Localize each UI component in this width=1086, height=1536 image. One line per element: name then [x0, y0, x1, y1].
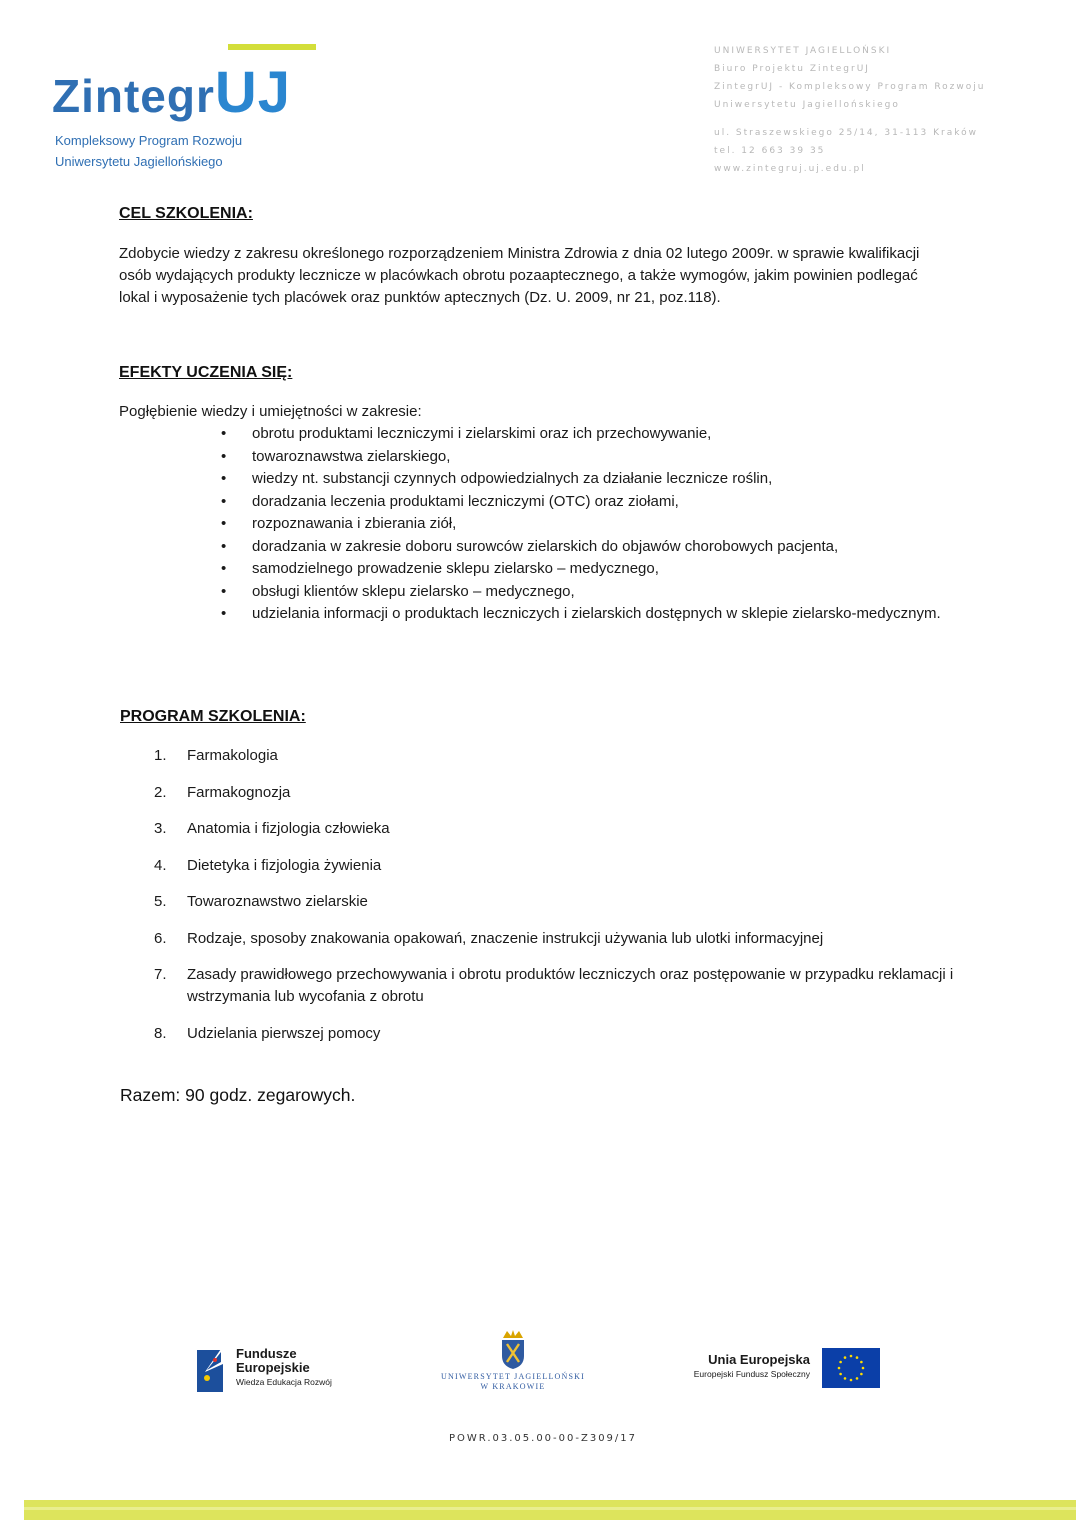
program-item	[154, 964, 967, 1008]
program-item-text: Farmakologia	[187, 747, 278, 764]
paragraph-line: lokal i wyposażenie tych placówek oraz punktów aptecznych (Dz. U. 2009, nr 21, poz.118).	[119, 289, 721, 306]
bullet-icon: •	[221, 605, 227, 622]
bullet-icon: •	[221, 560, 227, 577]
efekty-list	[221, 423, 994, 626]
efekty-item	[221, 603, 994, 626]
section-title-program: PROGRAM SZKOLENIA:	[120, 708, 306, 725]
eu-star	[838, 1367, 841, 1370]
eu-star	[850, 1355, 853, 1358]
program-item-number: 1.	[154, 747, 167, 764]
program-item	[154, 1023, 967, 1045]
program-item	[154, 855, 967, 877]
efekty-item-text: obrotu produktami leczniczymi i zielarskimi oraz ich przechowywanie,	[252, 425, 712, 442]
program-item-number: 6.	[154, 929, 167, 947]
eu-label	[680, 1352, 810, 1381]
program-item-text: Farmakognozja	[187, 783, 291, 801]
program-item	[154, 891, 967, 913]
fe-title: Fundusze	[236, 1346, 297, 1361]
program-item-number: 4.	[154, 856, 167, 874]
uj-line: UNIWERSYTET JAGIELLOŃSKI	[441, 1372, 585, 1381]
efekty-item-text: wiedzy nt. substancji czynnych odpowiedzialnych za działanie lecznicze roślin,	[252, 470, 773, 487]
bullet-icon: •	[221, 492, 227, 510]
eu-title: Unia Europejska	[708, 1352, 810, 1367]
contact-line: tel. 12 663 39 35	[714, 146, 826, 156]
bullet-icon: •	[221, 447, 227, 465]
fe-subtitle: Wiedza Edukacja Rozwój	[236, 1377, 332, 1387]
bullet-icon: •	[221, 515, 227, 532]
bullet-icon: •	[221, 537, 227, 555]
total-hours: Razem: 90 godz. zegarowych.	[120, 1085, 356, 1105]
eu-subtitle: Europejski Fundusz Społeczny	[693, 1369, 810, 1379]
contact-line: www.zintegruj.uj.edu.pl	[714, 164, 866, 174]
address-line: UNIWERSYTET JAGIELLOŃSKI	[714, 46, 892, 56]
efekty-item	[221, 468, 994, 491]
eu-star	[862, 1367, 865, 1370]
program-item	[154, 745, 967, 767]
section-title-cel: CEL SZKOLENIA:	[119, 205, 253, 222]
bullet-icon: •	[221, 470, 227, 487]
eu-star	[844, 1377, 847, 1380]
program-item-text: Zasady prawidłowego przechowywania i obrotu produktów leczniczych oraz postępowanie w przypadku reklamacji i wstrzymania lub wycofania z obrotu	[187, 966, 954, 1005]
efekty-item-text: doradzania w zakresie doboru surowców zielarskich do objawów chorobowych pacjenta,	[252, 537, 839, 555]
address-line: Biuro Projektu ZintegrUJ	[714, 64, 870, 74]
program-item-number: 5.	[154, 893, 167, 910]
logo-subtitle-line: Kompleksowy Program Rozwoju	[55, 133, 243, 148]
efekty-item	[221, 513, 994, 536]
eu-flag-icon	[822, 1348, 880, 1388]
logo-word: Zintegr	[52, 70, 215, 122]
bullet-icon: •	[221, 582, 227, 600]
efekty-item	[221, 536, 994, 559]
efekty-item	[221, 581, 994, 604]
efekty-item	[221, 491, 994, 514]
paragraph-line: osób wydających produkty lecznicze w placówkach obrotu pozaaptecznego, a także wymogów, jakim powinien podlegać	[119, 267, 918, 284]
project-code: POWR.03.05.00-00-Z309/17	[448, 1433, 638, 1444]
fundusze-europejskie-label	[236, 1347, 332, 1389]
eu-star	[856, 1356, 859, 1359]
efekty-item-text: udzielania informacji o produktach leczniczych i zielarskich dostępnych w sklepie zielarsko-medycznym.	[252, 605, 941, 622]
bullet-icon: •	[221, 425, 227, 442]
logo-subtitle	[55, 130, 242, 172]
eu-star	[839, 1373, 842, 1376]
program-list	[154, 745, 967, 1059]
efekty-item-text: samodzielnego prowadzenie sklepu zielarsko – medycznego,	[252, 560, 659, 577]
uj-emblem-icon	[499, 1328, 527, 1370]
uj-line: W KRAKOWIE	[480, 1382, 546, 1391]
eu-star	[850, 1379, 853, 1382]
efekty-item-text: obsługi klientów sklepu zielarsko – medycznego,	[252, 582, 575, 600]
eu-star	[856, 1377, 859, 1380]
fundusze-europejskie-logo-icon	[197, 1342, 225, 1392]
efekty-item-text: rozpoznawania i zbierania ziół,	[252, 515, 457, 532]
section-title-efekty: EFEKTY UCZENIA SIĘ:	[119, 364, 293, 381]
uj-label	[440, 1372, 586, 1392]
program-item-text: Dietetyka i fizjologia żywienia	[187, 856, 382, 874]
footer-color-bar	[24, 1500, 1076, 1520]
eu-star	[860, 1361, 863, 1364]
eu-star	[839, 1361, 842, 1364]
cel-paragraph	[119, 243, 999, 309]
address-line: Uniwersytetu Jagiellońskiego	[714, 100, 900, 110]
logo-subtitle-line: Uniwersytetu Jagiellońskiego	[55, 154, 223, 169]
letterhead-address	[714, 42, 985, 178]
paragraph-line: Zdobycie wiedzy z zakresu określonego rozporządzeniem Ministra Zdrowia z dnia 02 lutego 2009r. w sprawie kwalifikacji	[119, 245, 920, 262]
eu-star	[860, 1373, 863, 1376]
efekty-item	[221, 558, 994, 581]
zintegruj-logo	[52, 58, 291, 131]
logo-uj: UJ	[214, 60, 292, 125]
efekty-item	[221, 423, 994, 446]
program-item-text: Udzielania pierwszej pomocy	[187, 1024, 381, 1042]
eu-star	[844, 1356, 847, 1359]
program-item-number: 3.	[154, 820, 167, 837]
efekty-intro: Pogłębienie wiedzy i umiejętności w zakresie:	[119, 403, 422, 420]
program-item	[154, 818, 967, 840]
program-item-text: Rodzaje, sposoby znakowania opakowań, znaczenie instrukcji używania lub ulotki informacyjnej	[187, 929, 824, 947]
efekty-item	[221, 446, 994, 469]
program-item-number: 7.	[154, 966, 167, 983]
program-item	[154, 928, 967, 950]
program-item-number: 8.	[154, 1024, 167, 1042]
efekty-item-text: towaroznawstwa zielarskiego,	[252, 447, 451, 465]
fe-title: Europejskie	[236, 1360, 310, 1375]
program-item-text: Towaroznawstwo zielarskie	[187, 893, 368, 910]
program-item	[154, 782, 967, 804]
contact-line: ul. Straszewskiego 25/14, 31-113 Kraków	[714, 128, 978, 138]
efekty-item-text: doradzania leczenia produktami leczniczymi (OTC) oraz ziołami,	[252, 492, 679, 510]
program-item-number: 2.	[154, 783, 167, 801]
address-line: ZintegrUJ - Kompleksowy Program Rozwoju	[714, 82, 986, 92]
logo-accent-bar	[228, 44, 316, 50]
program-item-text: Anatomia i fizjologia człowieka	[187, 820, 390, 837]
